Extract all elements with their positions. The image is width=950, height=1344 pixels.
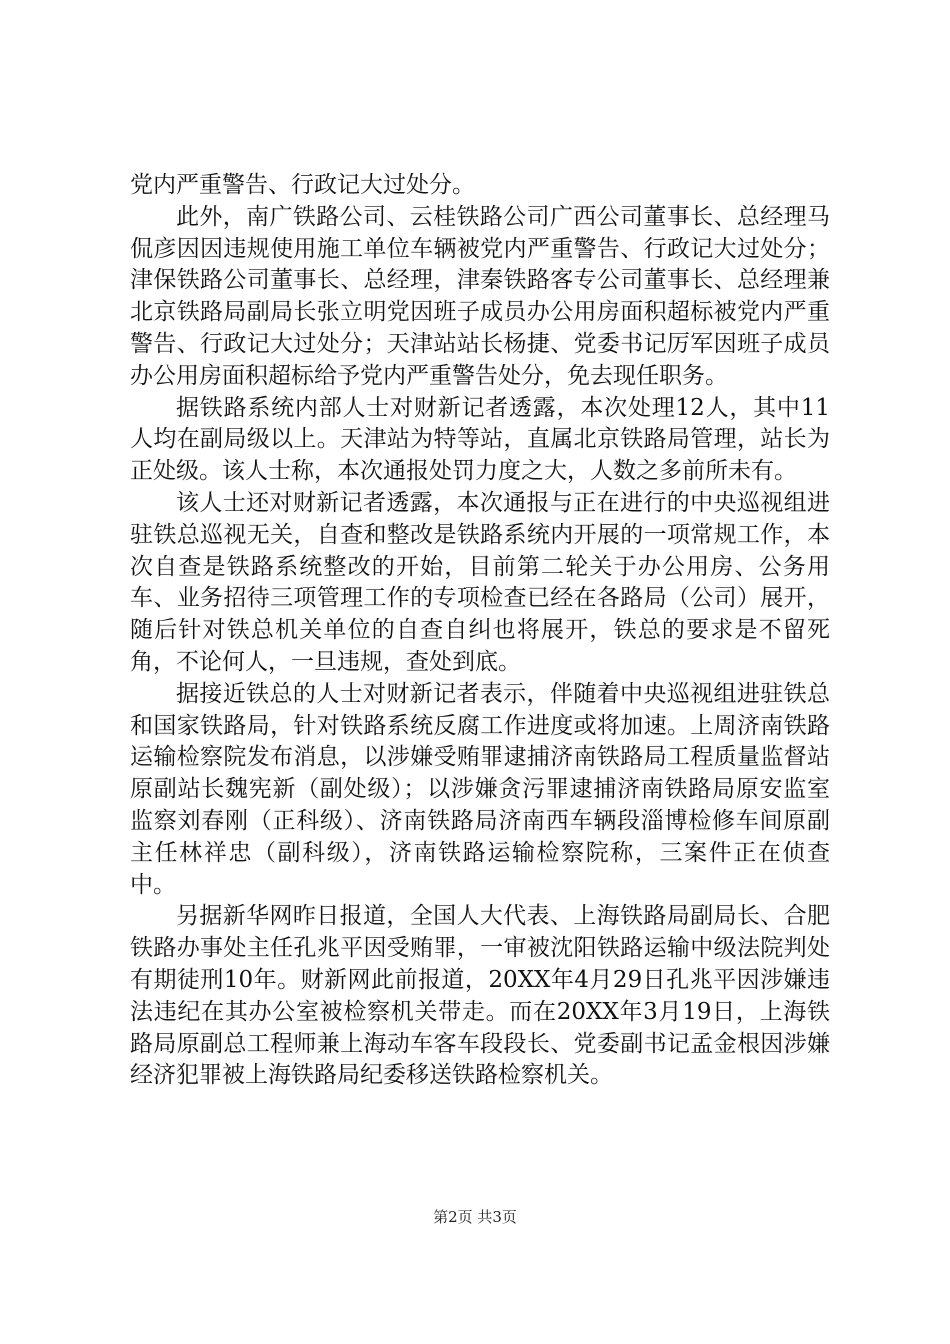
paragraph-3: 据铁路系统内部人士对财新记者透露，本次处理12人，其中11人均在副局级以上。天津站为特等站，直属北京铁路局管理，站长为正处级。该人士称，本次通报处罚力度之大，人数之多前所未有。	[130, 394, 830, 485]
paragraph-5: 据接近铁总的人士对财新记者表示，伴随着中央巡视组进驻铁总和国家铁路局，针对铁路系统反腐工作进度或将加速。上周济南铁路运输检察院发布消息，以涉嫌受贿罪逮捕济南铁路局工程质量监督站原副站长魏宪新（副处级）；以涉嫌贪污罪逮捕济南铁路局原安监室监察刘春刚（正科级）、济南铁路局济南西车辆段淄博检修车间原副主任林祥忠（副科级），济南铁路运输检察院称，三案件正在侦查中。	[130, 680, 830, 898]
paragraph-2: 此外，南广铁路公司、云桂铁路公司广西公司董事长、总经理马侃彦因因违规使用施工单位车辆被党内严重警告、行政记大过处分；津保铁路公司董事长、总经理，津秦铁路客专公司董事长、总经理兼北京铁路局副局长张立明党因班子成员办公用房面积超标被党内严重警告、行政记大过处分；天津站站长杨捷、党委书记厉军因班子成员办公用房面积超标给予党内严重警告处分，免去现任职务。	[130, 203, 830, 389]
page-number: 第2页 共3页	[433, 1208, 517, 1226]
paragraph-4: 该人士还对财新记者透露，本次通报与正在进行的中央巡视组进驻铁总巡视无关，自查和整改是铁路系统内开展的一项常规工作，本次自查是铁路系统整改的开始，目前第二轮关于办公用房、公务用车、业务招待三项管理工作的专项检查已经在各路局（公司）展开，随后针对铁总机关单位的自查自纠也将展开，铁总的要求是不留死角，不论何人，一旦违规，查处到底。	[130, 489, 830, 675]
paragraph-6: 另据新华网昨日报道，全国人大代表、上海铁路局副局长、合肥铁路办事处主任孔兆平因受贿罪，一审被沈阳铁路运输中级法院判处有期徒刑10年。财新网此前报道，20XX年4月29日孔兆平因涉嫌违法违纪在其办公室被检察机关带走。而在20XX年3月19日，上海铁路局原副总工程师兼上海动车客车段段长、党委副书记孟金根因涉嫌经济犯罪被上海铁路局纪委移送铁路检察机关。	[130, 903, 830, 1089]
paragraph-1: 党内严重警告、行政记大过处分。	[130, 172, 475, 198]
document-body	[130, 170, 830, 1092]
page-footer	[0, 1206, 950, 1227]
